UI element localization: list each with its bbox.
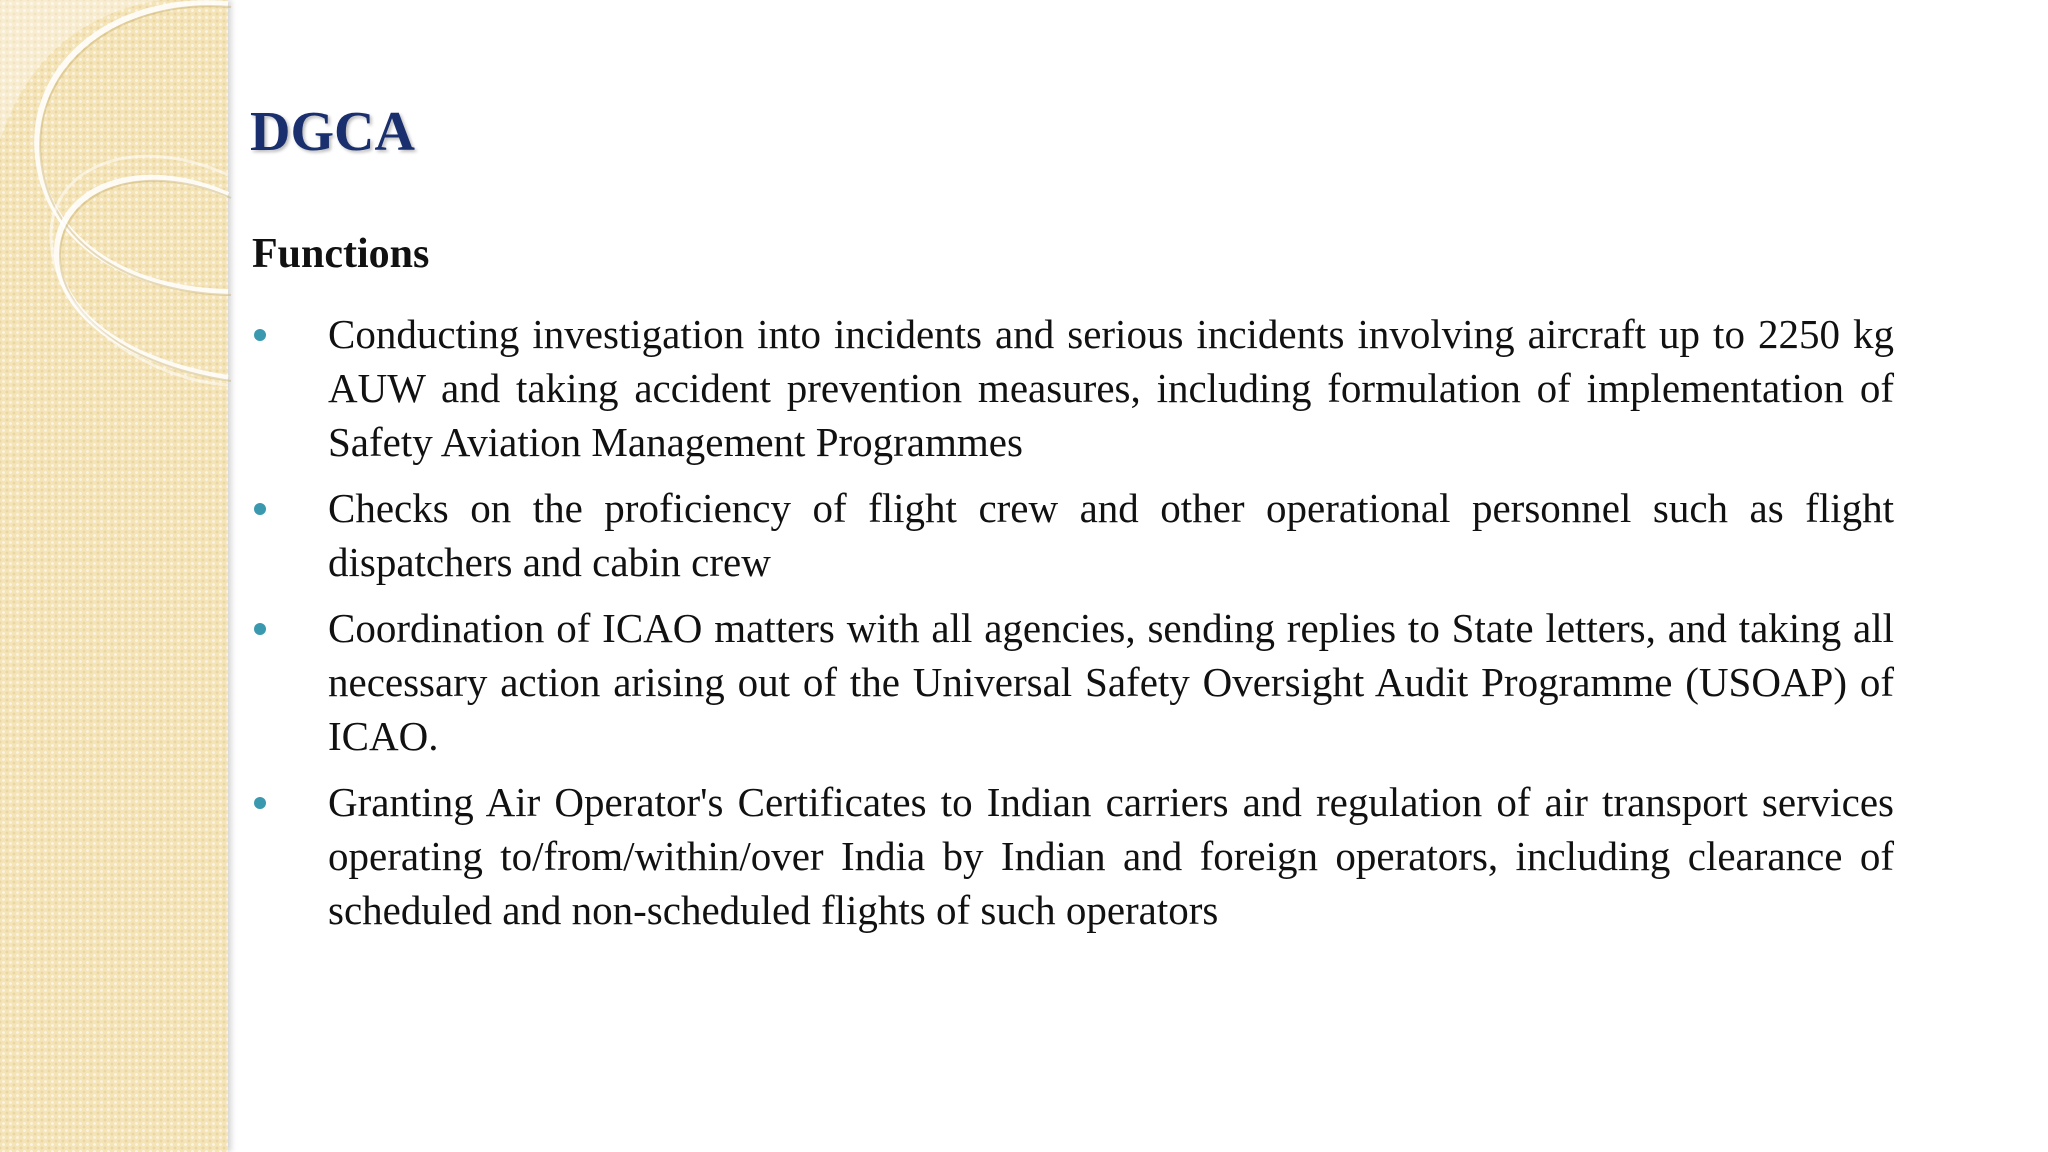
list-item — [252, 775, 1894, 937]
slide-title: DGCA — [250, 101, 415, 163]
decorative-swirl-graphic — [0, 0, 260, 420]
list-item-text: Granting Air Operator's Certificates to Indian carriers and regulation of air transport services operating to/from/within/over India by Indian and foreign operators, including clearance of scheduled and non-scheduled flights of such operators — [328, 779, 1894, 933]
list-item — [252, 307, 1894, 469]
list-item-text: Checks on the proficiency of flight crew and other operational personnel such as flight dispatchers and cabin crew — [328, 485, 1894, 585]
section-heading: Functions — [252, 231, 430, 277]
list-item — [252, 601, 1894, 763]
list-item-text: Conducting investigation into incidents and serious incidents involving aircraft up to 2250 kg AUW and taking accident prevention measures, including formulation of implementation of Safety Aviation Management Programmes — [328, 311, 1894, 465]
bullet-dot-icon — [254, 797, 266, 809]
list-item — [252, 481, 1894, 589]
functions-list — [252, 307, 1894, 949]
bullet-dot-icon — [254, 503, 266, 515]
bullet-dot-icon — [254, 329, 266, 341]
bullet-dot-icon — [254, 623, 266, 635]
list-item-text: Coordination of ICAO matters with all agencies, sending replies to State letters, and taking all necessary action arising out of the Universal Safety Oversight Audit Programme (USOAP) of ICAO. — [328, 605, 1894, 759]
